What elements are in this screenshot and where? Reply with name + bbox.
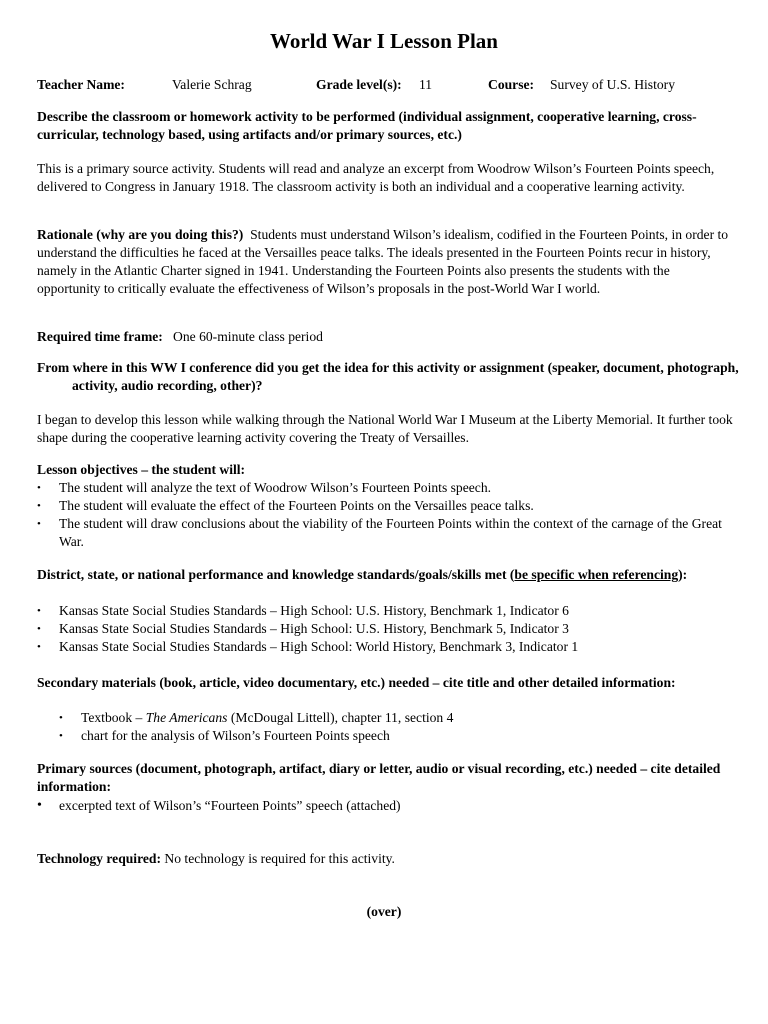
textbook-title: The Americans — [145, 710, 228, 725]
technology-section — [37, 850, 733, 868]
activity-answer: This is a primary source activity. Students will read and analyze an excerpt from Woodrow Wilson’s Fourteen Points speech, delivered to Congress in January 1918. The classroom activity is both an individual and a cooperative learning activity. — [37, 161, 715, 194]
course-value: Survey of U.S. History — [550, 77, 675, 92]
time-frame-label: Required time frame: — [37, 329, 163, 344]
list-item: • Kansas State Social Studies Standards – High School: U.S. History, Benchmark 5, Indicator 3 — [37, 621, 569, 636]
list-item: • The student will draw conclusions about the viability of the Fourteen Points within the context of the carnage of the Great War. — [37, 516, 722, 549]
primary-sources-label: Primary sources (document, photograph, artifact, diary or letter, audio or visual recording, etc.) needed – cite detailed information: — [37, 761, 721, 794]
time-frame-section — [37, 328, 733, 346]
bullet-icon: • — [37, 623, 41, 635]
list-item: • The student will evaluate the effect of the Fourteen Points on the Versailles peace talks. — [37, 498, 534, 513]
idea-source-prompt: From where in this WW I conference did you get the idea for this activity or assignment (speaker, document, photograph, activity, audio recording, other)? — [37, 360, 739, 393]
primary-sources-list — [37, 797, 733, 815]
technology-label: Technology required: — [37, 851, 161, 866]
list-item: • Kansas State Social Studies Standards – High School: World History, Benchmark 3, Indicator 1 — [37, 639, 579, 654]
objectives-label: Lesson objectives – the student will: — [37, 462, 246, 477]
list-item: • Kansas State Social Studies Standards – High School: U.S. History, Benchmark 1, Indicator 6 — [37, 603, 569, 618]
grade-level-label: Grade level(s): — [316, 77, 402, 92]
standards-underlined: be specific when referencing — [514, 567, 679, 582]
time-frame-value: One 60-minute class period — [173, 329, 323, 344]
standards-label: District, state, or national performance and knowledge standards/goals/skills met (be specific when referencing): — [37, 567, 688, 582]
grade-level-value: 11 — [419, 77, 433, 92]
bullet-icon: • — [37, 518, 41, 530]
teacher-name-value: Valerie Schrag — [172, 77, 252, 92]
page-title: World War I Lesson Plan — [270, 29, 498, 53]
technology-value: No technology is required for this activity. — [164, 851, 395, 866]
objectives-list — [37, 479, 733, 551]
bullet-icon: • — [59, 730, 63, 742]
bullet-icon: • — [37, 798, 42, 813]
secondary-materials-label: Secondary materials (book, article, video documentary, etc.) needed – cite title and other detailed information: — [37, 675, 676, 690]
list-item: • chart for the analysis of Wilson’s Fourteen Points speech — [59, 728, 390, 743]
rationale-label: Rationale (why are you doing this?) — [37, 227, 244, 242]
list-item: • Textbook – The Americans (McDougal Littell), chapter 11, section 4 — [59, 710, 454, 725]
rationale-section — [37, 226, 733, 298]
activity-prompt: Describe the classroom or homework activity to be performed (individual assignment, cooperative learning, cross-curricular, technology based, using artifacts and/or primary sources, etc.) — [37, 109, 697, 142]
teacher-name-label: Teacher Name: — [37, 77, 125, 92]
bullet-icon: • — [37, 605, 41, 617]
idea-source-answer: I began to develop this lesson while walking through the National World War I Museum at the Liberty Memorial. It further took shape during the cooperative learning activity covering the Treaty of Versailles. — [37, 412, 733, 445]
list-item: • excerpted text of Wilson’s “Fourteen Points” speech (attached) — [37, 798, 401, 813]
secondary-materials-list — [59, 709, 719, 745]
bullet-icon: • — [37, 482, 41, 494]
standards-list — [37, 602, 733, 656]
bullet-icon: • — [37, 641, 41, 653]
page-footer-over: (over) — [366, 904, 402, 919]
list-item: • The student will analyze the text of Woodrow Wilson’s Fourteen Points speech. — [37, 480, 492, 495]
rationale-text: Students must understand Wilson’s idealism, codified in the Fourteen Points, in order to understand the difficulties he faced at the Versailles peace talks. The ideals presented in the Fourteen Points recur in history, namely in the Atlantic Charter signed in 1941. Understanding the Fourteen Points also presents the students with the opportunity to critically evaluate the effectiveness of Wilson’s proposals in the post-World War I world. — [37, 227, 729, 296]
course-label: Course: — [488, 77, 535, 92]
bullet-icon: • — [59, 712, 63, 724]
bullet-icon: • — [37, 500, 41, 512]
